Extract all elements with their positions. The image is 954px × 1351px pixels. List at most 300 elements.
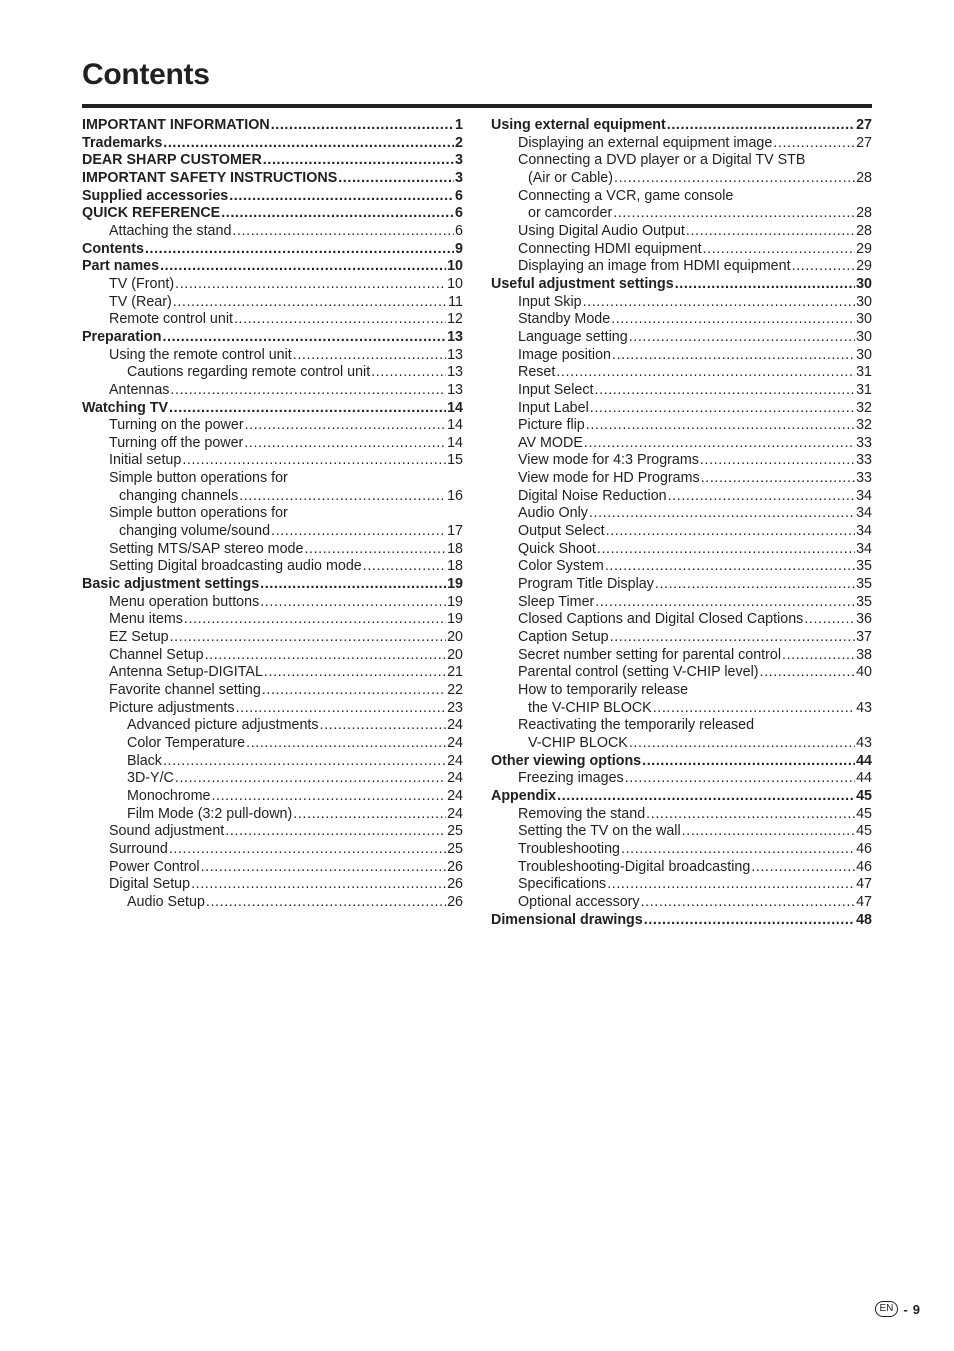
toc-entry-title: Preparation xyxy=(82,328,162,345)
toc-entry-title: changing channels xyxy=(119,487,239,504)
toc-entry-title: or camcorder xyxy=(528,205,613,222)
toc-entry-page: 24 xyxy=(447,734,463,751)
toc-entry-title: Contents xyxy=(82,240,144,257)
toc-subentry[interactable] xyxy=(491,664,872,682)
toc-entry-title: Setting MTS/SAP stereo mode xyxy=(109,540,304,557)
toc-entry-title: TV (Front) xyxy=(109,275,175,292)
page-footer xyxy=(875,1301,920,1317)
language-badge: EN xyxy=(875,1301,899,1317)
dot-leader xyxy=(182,452,446,470)
toc-entry-title: Menu operation buttons xyxy=(109,593,260,610)
dot-leader xyxy=(205,647,447,665)
toc-entry-page: 18 xyxy=(447,540,463,557)
toc-section-entry[interactable] xyxy=(82,205,463,223)
dot-leader xyxy=(682,823,855,841)
dot-leader xyxy=(614,170,855,188)
toc-entry-page: 30 xyxy=(856,293,872,310)
toc-entry-title: Troubleshooting xyxy=(518,840,620,857)
toc-entry-page: 34 xyxy=(856,523,872,540)
dot-leader xyxy=(773,135,855,153)
toc-entry-page: 30 xyxy=(856,346,872,363)
toc-entry-title: (Air or Cable) xyxy=(528,169,614,186)
title-rule xyxy=(82,104,872,108)
toc-entry-page: 43 xyxy=(856,734,872,751)
toc-subentry[interactable] xyxy=(491,435,872,453)
toc-entry-title: IMPORTANT SAFETY INSTRUCTIONS xyxy=(82,169,338,186)
dot-leader xyxy=(625,770,855,788)
toc-subentry[interactable] xyxy=(82,629,463,647)
toc-entry-page: 3 xyxy=(455,169,463,186)
toc-subentry[interactable] xyxy=(491,382,872,400)
dot-leader xyxy=(260,594,446,612)
toc-subentry[interactable] xyxy=(491,364,872,382)
toc-entry-title: Setting Digital broadcasting audio mode xyxy=(109,558,362,575)
dot-leader xyxy=(263,152,454,170)
toc-entry-title: Optional accessory xyxy=(518,893,640,910)
toc-subentry[interactable] xyxy=(491,647,872,665)
toc-subentry[interactable] xyxy=(82,770,463,788)
toc-entry-page: 24 xyxy=(447,770,463,787)
toc-entry-title: AV MODE xyxy=(518,434,583,451)
toc-entry-page: 1 xyxy=(455,117,463,133)
toc-entry-page: 24 xyxy=(447,752,463,769)
toc-entry-title: Advanced picture adjustments xyxy=(127,717,319,734)
toc-subentry[interactable] xyxy=(491,488,872,506)
toc-entry-title: Attaching the stand xyxy=(109,222,232,239)
toc-entry-page: 2 xyxy=(455,134,463,151)
toc-entry-page: 9 xyxy=(455,240,463,257)
toc-section-entry[interactable] xyxy=(82,329,463,347)
toc-entry-page: 33 xyxy=(856,434,872,451)
toc-section-entry[interactable] xyxy=(82,258,463,276)
toc-entry-title-line1: How to temporarily release xyxy=(518,682,689,698)
dot-leader xyxy=(262,682,446,700)
toc-entry-title: DEAR SHARP CUSTOMER xyxy=(82,152,262,169)
toc-subentry[interactable] xyxy=(82,753,463,771)
toc-entry-page: 34 xyxy=(856,540,872,557)
toc-entry-page: 47 xyxy=(856,893,872,910)
toc-subentry[interactable] xyxy=(82,311,463,329)
toc-subentry[interactable] xyxy=(491,188,872,223)
toc-entry-page: 26 xyxy=(447,893,463,910)
toc-subentry[interactable] xyxy=(491,417,872,435)
toc-entry-title-line1: Reactivating the temporarily released xyxy=(518,717,755,734)
dot-leader xyxy=(234,311,446,329)
toc-subentry[interactable] xyxy=(82,452,463,470)
dot-leader xyxy=(264,664,446,682)
toc-entry-page: 20 xyxy=(447,646,463,663)
toc-subentry[interactable] xyxy=(82,470,463,505)
toc-entry-title: Audio Only xyxy=(518,505,588,522)
dot-leader xyxy=(169,841,446,859)
toc-entry-title: Supplied accessories xyxy=(82,187,229,204)
toc-entry-page: 29 xyxy=(856,258,872,275)
toc-left-column xyxy=(82,117,463,912)
dot-leader xyxy=(595,594,855,612)
toc-entry-title: IMPORTANT INFORMATION xyxy=(82,117,270,133)
toc-entry-page: 19 xyxy=(447,593,463,610)
toc-section-entry[interactable] xyxy=(491,276,872,294)
toc-subentry[interactable] xyxy=(491,629,872,647)
toc-entry-page: 24 xyxy=(447,787,463,804)
dot-leader xyxy=(590,400,855,418)
toc-entry-page: 13 xyxy=(447,346,463,363)
toc-subentry[interactable] xyxy=(82,894,463,912)
toc-entry-title-line1: Connecting a VCR, game console xyxy=(518,187,734,204)
toc-subentry[interactable] xyxy=(82,735,463,753)
dot-leader xyxy=(221,205,454,223)
toc-entry-title: Standby Mode xyxy=(518,311,611,328)
dot-leader xyxy=(642,753,855,771)
toc-subentry[interactable] xyxy=(491,611,872,629)
dot-leader xyxy=(701,470,855,488)
dot-leader xyxy=(271,117,454,135)
toc-subentry[interactable] xyxy=(491,505,872,523)
toc-entry-page: 24 xyxy=(447,717,463,734)
toc-subentry[interactable] xyxy=(491,859,872,877)
toc-entry-title: Using the remote control unit xyxy=(109,346,292,363)
toc-entry-page: 35 xyxy=(856,558,872,575)
toc-subentry[interactable] xyxy=(82,717,463,735)
toc-entry-title: Displaying an external equipment image xyxy=(518,134,773,151)
dot-leader xyxy=(612,347,855,365)
toc-section-entry[interactable] xyxy=(491,753,872,771)
toc-entry-page: 33 xyxy=(856,452,872,469)
toc-subentry[interactable] xyxy=(491,541,872,559)
toc-entry-title: Using external equipment xyxy=(491,117,666,133)
toc-entry-title: Basic adjustment settings xyxy=(82,576,260,593)
dot-leader xyxy=(675,276,855,294)
toc-entry-page: 45 xyxy=(856,823,872,840)
toc-entry-page: 33 xyxy=(856,470,872,487)
toc-entry-page: 32 xyxy=(856,417,872,434)
dot-leader xyxy=(589,505,855,523)
toc-entry-title: Connecting HDMI equipment xyxy=(518,240,702,257)
toc-entry-title: View mode for HD Programs xyxy=(518,470,700,487)
toc-subentry[interactable] xyxy=(491,682,872,717)
toc-entry-title: Part names xyxy=(82,258,160,275)
toc-entry-title: Dimensional drawings xyxy=(491,911,643,928)
dot-leader xyxy=(320,717,447,735)
toc-subentry[interactable] xyxy=(491,823,872,841)
toc-entry-page: 26 xyxy=(447,858,463,875)
dot-leader xyxy=(229,188,454,206)
dot-leader xyxy=(260,576,446,594)
toc-subentry[interactable] xyxy=(491,400,872,418)
dot-leader xyxy=(145,241,454,259)
dot-leader xyxy=(584,435,855,453)
toc-subentry[interactable] xyxy=(82,611,463,629)
dot-leader xyxy=(804,611,855,629)
toc-entry-title: Color Temperature xyxy=(127,734,246,751)
toc-entry-title-line1: Simple button operations for xyxy=(109,505,288,522)
toc-subentry[interactable] xyxy=(82,276,463,294)
dot-leader xyxy=(605,558,855,576)
toc-entry-title: Language setting xyxy=(518,328,628,345)
toc-entry-title: Specifications xyxy=(518,876,607,893)
toc-subentry[interactable] xyxy=(82,382,463,400)
footer-separator: - xyxy=(903,1301,908,1317)
toc-entry-title: Displaying an image from HDMI equipment xyxy=(518,258,791,275)
toc-entry-page: 36 xyxy=(856,611,872,628)
toc-subentry[interactable] xyxy=(491,294,872,312)
toc-entry-page: 35 xyxy=(856,576,872,593)
toc-entry-title: Favorite channel setting xyxy=(109,682,261,698)
toc-entry-page: 22 xyxy=(447,682,463,698)
dot-leader xyxy=(668,488,855,506)
toc-entry-page: 13 xyxy=(447,364,463,381)
toc-subentry[interactable] xyxy=(491,594,872,612)
toc-entry-page: 40 xyxy=(856,664,872,681)
toc-entry-title: Monochrome xyxy=(127,787,211,804)
toc-section-entry[interactable] xyxy=(82,135,463,153)
dot-leader xyxy=(760,664,856,682)
dot-leader xyxy=(170,382,446,400)
dot-leader xyxy=(595,382,856,400)
toc-section-entry[interactable] xyxy=(491,912,872,930)
toc-subentry[interactable] xyxy=(82,435,463,453)
toc-subentry[interactable] xyxy=(491,135,872,153)
toc-subentry[interactable] xyxy=(82,294,463,312)
toc-entry-page: 21 xyxy=(447,664,463,681)
toc-subentry[interactable] xyxy=(491,329,872,347)
toc-subentry[interactable] xyxy=(82,647,463,665)
dot-leader xyxy=(184,611,446,629)
toc-entry-title: Power Control xyxy=(109,858,200,875)
dot-leader xyxy=(686,223,855,241)
toc-entry-title: Freezing images xyxy=(518,770,624,787)
toc-entry-page: 45 xyxy=(856,805,872,822)
toc-section-entry[interactable] xyxy=(82,170,463,188)
toc-subentry[interactable] xyxy=(82,682,463,700)
toc-entry-page: 27 xyxy=(856,117,872,133)
toc-subentry[interactable] xyxy=(491,841,872,859)
toc-subentry[interactable] xyxy=(82,841,463,859)
toc-entry-page: 19 xyxy=(447,576,463,593)
toc-subentry[interactable] xyxy=(82,558,463,576)
toc-entry-page: 28 xyxy=(856,222,872,239)
dot-leader xyxy=(782,647,855,665)
toc-subentry[interactable] xyxy=(491,717,872,752)
toc-entry-page: 30 xyxy=(856,311,872,328)
toc-entry-title: Antenna Setup-DIGITAL xyxy=(109,664,263,681)
toc-subentry[interactable] xyxy=(491,576,872,594)
toc-subentry[interactable] xyxy=(82,806,463,824)
toc-entry-title: TV (Rear) xyxy=(109,293,172,310)
toc-entry-page: 44 xyxy=(856,770,872,787)
toc-subentry[interactable] xyxy=(82,347,463,365)
toc-entry-title: Black xyxy=(127,752,162,769)
toc-entry-title: Color System xyxy=(518,558,604,575)
dot-leader xyxy=(700,452,855,470)
toc-subentry[interactable] xyxy=(82,541,463,559)
toc-entry-title: QUICK REFERENCE xyxy=(82,205,221,222)
toc-entry-title: Image position xyxy=(518,346,611,363)
dot-leader xyxy=(606,523,855,541)
toc-section-entry[interactable] xyxy=(82,241,463,259)
toc-entry-title: Turning on the power xyxy=(109,417,244,434)
toc-subentry[interactable] xyxy=(491,258,872,276)
toc-entry-title: Cautions regarding remote control unit xyxy=(127,364,371,381)
toc-entry-page: 29 xyxy=(856,240,872,257)
toc-entry-page: 31 xyxy=(856,364,872,381)
toc-entry-page: 28 xyxy=(856,205,872,222)
toc-entry-page: 6 xyxy=(455,187,463,204)
toc-subentry[interactable] xyxy=(82,788,463,806)
toc-subentry[interactable] xyxy=(491,806,872,824)
dot-leader xyxy=(629,735,855,753)
toc-entry-title: Film Mode (3:2 pull-down) xyxy=(127,805,293,822)
dot-leader xyxy=(557,788,855,806)
toc-entry-page: 31 xyxy=(856,381,872,398)
toc-entry-title: Appendix xyxy=(491,787,557,804)
toc-entry-page: 6 xyxy=(455,205,463,222)
toc-subentry[interactable] xyxy=(491,347,872,365)
toc-entry-page: 43 xyxy=(856,699,872,716)
dot-leader xyxy=(641,894,856,912)
toc-entry-title: Watching TV xyxy=(82,399,169,416)
toc-entry-title: Closed Captions and Digital Closed Captions xyxy=(518,611,804,628)
dot-leader xyxy=(173,294,447,312)
toc-entry-page: 35 xyxy=(856,593,872,610)
dot-leader xyxy=(583,294,856,312)
toc-subentry[interactable] xyxy=(82,859,463,877)
toc-entry-title: the V-CHIP BLOCK xyxy=(528,699,652,716)
toc-entry-title: Output Select xyxy=(518,523,605,540)
toc-section-entry[interactable] xyxy=(82,117,463,135)
dot-leader xyxy=(175,276,446,294)
dot-leader xyxy=(586,417,855,435)
toc-section-entry[interactable] xyxy=(491,117,872,135)
toc-entry-page: 10 xyxy=(447,275,463,292)
toc-subentry[interactable] xyxy=(491,558,872,576)
dot-leader xyxy=(655,576,855,594)
toc-entry-page: 3 xyxy=(455,152,463,169)
toc-subentry[interactable] xyxy=(491,770,872,788)
toc-subentry[interactable] xyxy=(82,417,463,435)
toc-entry-title: Sound adjustment xyxy=(109,823,225,840)
toc-subentry[interactable] xyxy=(491,876,872,894)
toc-entry-title: Parental control (setting V-CHIP level) xyxy=(518,664,759,681)
toc-subentry[interactable] xyxy=(491,241,872,259)
toc-entry-page: 13 xyxy=(447,328,463,345)
toc-entry-title: Input Label xyxy=(518,399,589,416)
dot-leader xyxy=(201,859,447,877)
dot-leader xyxy=(607,876,855,894)
toc-entry-title: Turning off the power xyxy=(109,434,244,451)
toc-entry-title: 3D-Y/C xyxy=(127,770,174,787)
toc-subentry[interactable] xyxy=(491,523,872,541)
toc-entry-title: Other viewing options xyxy=(491,752,642,769)
toc-entry-page: 10 xyxy=(447,258,463,275)
toc-entry-page: 46 xyxy=(856,858,872,875)
toc-subentry[interactable] xyxy=(491,470,872,488)
toc-entry-page: 25 xyxy=(447,823,463,840)
toc-subentry[interactable] xyxy=(82,876,463,894)
toc-section-entry[interactable] xyxy=(82,152,463,170)
toc-subentry[interactable] xyxy=(82,664,463,682)
toc-entry-title: EZ Setup xyxy=(109,629,169,646)
toc-section-entry[interactable] xyxy=(82,576,463,594)
toc-entry-title: Quick Shoot xyxy=(518,540,596,557)
dot-leader xyxy=(653,700,855,718)
dot-leader xyxy=(371,364,446,382)
toc-entry-page: 20 xyxy=(447,629,463,646)
toc-right-column xyxy=(491,117,872,929)
toc-subentry[interactable] xyxy=(491,223,872,241)
page-number: 9 xyxy=(912,1301,920,1317)
dot-leader xyxy=(225,823,446,841)
toc-entry-page: 37 xyxy=(856,629,872,646)
toc-subentry[interactable] xyxy=(491,894,872,912)
toc-entry-title: Caption Setup xyxy=(518,629,609,646)
toc-entry-title-line1: Connecting a DVD player or a Digital TV STB xyxy=(518,152,806,169)
toc-subentry[interactable] xyxy=(82,505,463,540)
toc-subentry[interactable] xyxy=(491,152,872,187)
dot-leader xyxy=(232,223,454,241)
toc-entry-title: Secret number setting for parental control xyxy=(518,646,782,663)
toc-section-entry[interactable] xyxy=(82,188,463,206)
toc-section-entry[interactable] xyxy=(82,400,463,418)
toc-subentry[interactable] xyxy=(82,364,463,382)
toc-entry-title: Input Skip xyxy=(518,293,582,310)
toc-entry-title: Remote control unit xyxy=(109,311,233,328)
dot-leader xyxy=(703,241,856,259)
toc-entry-page: 14 xyxy=(447,434,463,451)
toc-entry-title: Trademarks xyxy=(82,134,163,151)
toc-entry-page: 28 xyxy=(856,169,872,186)
toc-entry-page: 18 xyxy=(447,558,463,575)
toc-subentry[interactable] xyxy=(82,823,463,841)
dot-leader xyxy=(304,541,446,559)
toc-entry-page: 25 xyxy=(447,840,463,857)
dot-leader xyxy=(206,894,446,912)
toc-entry-title: Antennas xyxy=(109,381,170,398)
dot-leader xyxy=(239,488,446,506)
toc-entry-title: Useful adjustment settings xyxy=(491,275,674,292)
toc-subentry[interactable] xyxy=(82,223,463,241)
toc-entry-title: View mode for 4:3 Programs xyxy=(518,452,699,469)
toc-entry-page: 34 xyxy=(856,487,872,504)
toc-entry-page: 14 xyxy=(447,417,463,434)
dot-leader xyxy=(363,558,446,576)
dot-leader xyxy=(246,735,446,753)
toc-entry-title: changing volume/sound xyxy=(119,523,271,540)
toc-entry-title: Picture flip xyxy=(518,417,585,434)
toc-entry-title-line1: Simple button operations for xyxy=(109,470,288,487)
toc-entry-title: Reset xyxy=(518,364,556,381)
toc-subentry[interactable] xyxy=(82,700,463,718)
toc-entry-page: 30 xyxy=(856,275,872,292)
toc-entry-title: Program Title Display xyxy=(518,576,654,593)
dot-leader xyxy=(556,364,855,382)
toc-subentry[interactable] xyxy=(491,452,872,470)
dot-leader xyxy=(160,258,446,276)
dot-leader xyxy=(169,400,446,418)
toc-entry-title: Using Digital Audio Output xyxy=(518,222,685,239)
dot-leader xyxy=(621,841,855,859)
dot-leader xyxy=(175,770,446,788)
toc-entry-title: Digital Setup xyxy=(109,876,191,893)
dot-leader xyxy=(610,629,855,647)
toc-section-entry[interactable] xyxy=(491,788,872,806)
dot-leader xyxy=(244,435,446,453)
toc-subentry[interactable] xyxy=(491,311,872,329)
dot-leader xyxy=(338,170,454,188)
toc-entry-page: 47 xyxy=(856,876,872,893)
toc-subentry[interactable] xyxy=(82,594,463,612)
dot-leader xyxy=(646,806,855,824)
